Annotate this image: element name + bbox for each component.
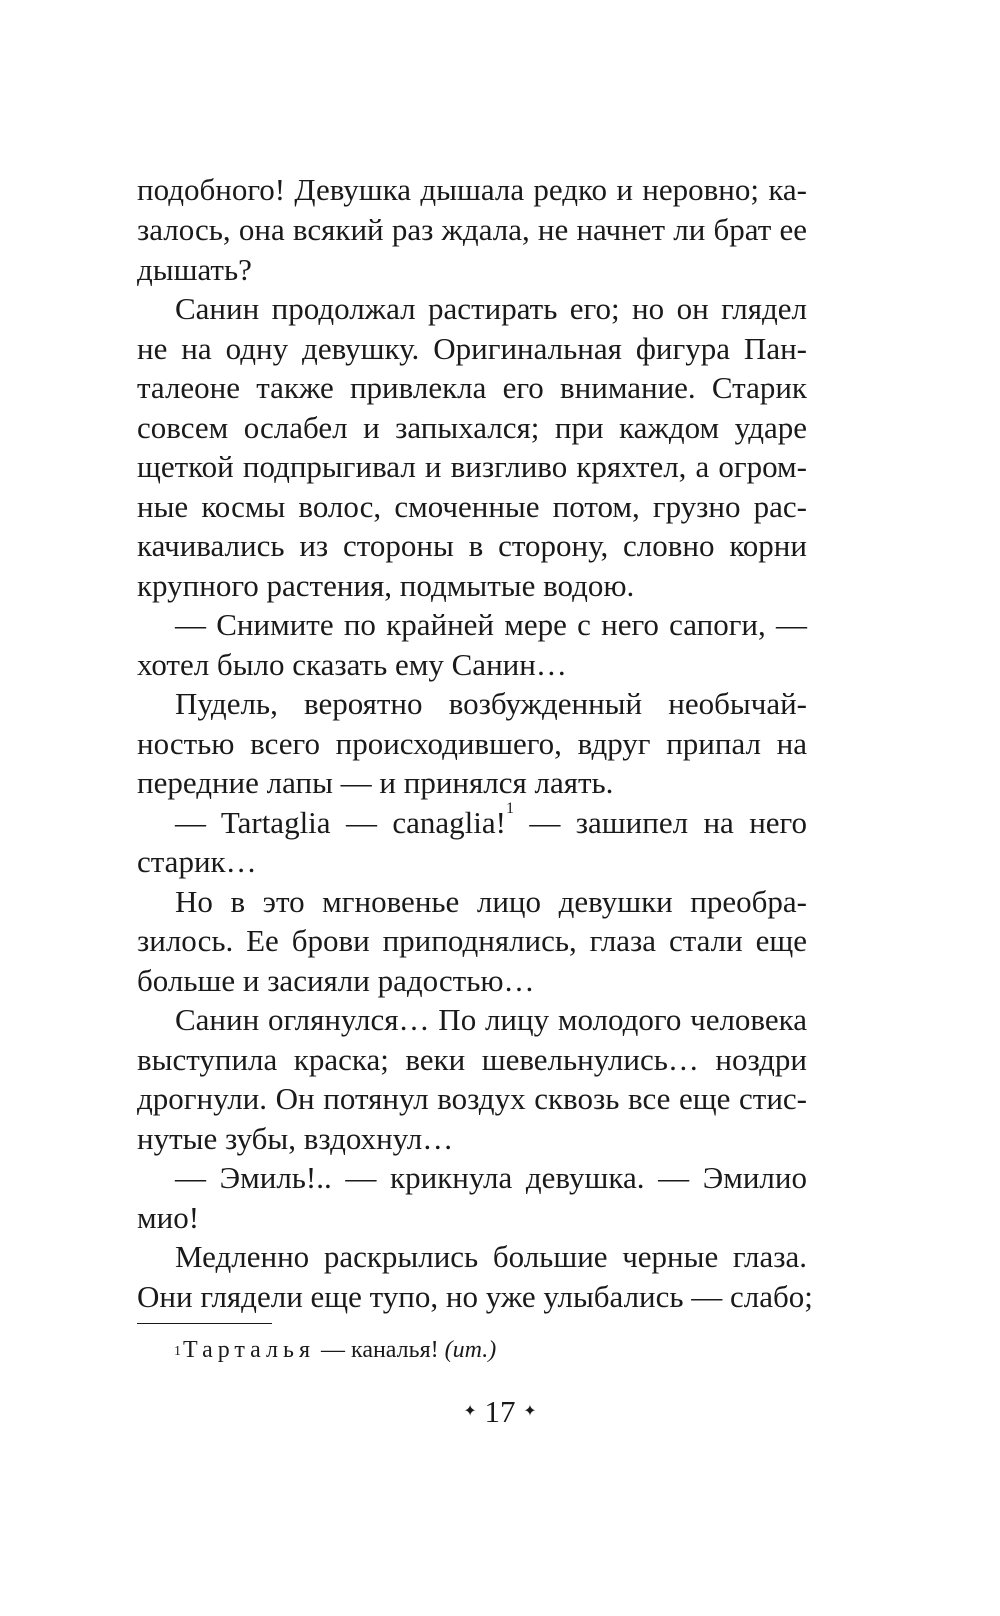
footnote-term: Тарталья bbox=[183, 1337, 316, 1363]
text-line: — Снимите по крайней мере с него сапоги, — bbox=[175, 607, 807, 642]
text-line: дышать? bbox=[137, 252, 252, 287]
text-line: не на одну девушку. Оригинальная фигура Пан- bbox=[137, 331, 807, 366]
footnote-language: (ит.) bbox=[444, 1337, 497, 1363]
text-line: Санин оглянулся… По лицу молодого человека bbox=[175, 1002, 807, 1037]
text-line: мио! bbox=[137, 1200, 200, 1235]
text-line: старик… bbox=[137, 844, 257, 879]
footnote-translation: — каналья! bbox=[315, 1337, 445, 1363]
text-line: — Эмиль!.. — крикнула девушка. — Эмилио bbox=[175, 1160, 807, 1195]
text-line: передние лапы — и принялся лаять. bbox=[137, 765, 614, 800]
text-line: ностью всего происходившего, вдруг припал на bbox=[137, 726, 807, 761]
text-line: Но в это мгновенье лицо девушки преобра- bbox=[175, 884, 807, 919]
footnote-reference: 1 bbox=[505, 800, 514, 817]
text-line: больше и засияли радостью… bbox=[137, 963, 535, 998]
text-line: талеоне также привлекла его внимание. Старик bbox=[137, 370, 807, 405]
text-line: ные космы волос, смоченные потом, грузно рас- bbox=[137, 489, 807, 524]
text-line: нутые зубы, вздохнул… bbox=[137, 1121, 454, 1156]
text-line: Пудель, вероятно возбужденный необычай- bbox=[175, 686, 807, 721]
text-line: Санин продолжал растирать его; но он глядел bbox=[175, 291, 807, 326]
text-line: Медленно раскрылись большие черные глаза. bbox=[175, 1239, 807, 1274]
footnote-number: 1 bbox=[174, 1344, 181, 1359]
text-segment: — Tartaglia — canaglia! bbox=[175, 805, 506, 840]
text-line: хотел было сказать ему Санин… bbox=[137, 647, 567, 682]
ornament-right-icon: ✦ bbox=[523, 1402, 537, 1420]
text-line: дрогнули. Он потянул воздух сквозь все еще стис- bbox=[137, 1081, 807, 1116]
text-line: совсем ослабел и запыхался; при каждом ударе bbox=[137, 410, 807, 445]
text-segment: — зашипел на него bbox=[529, 805, 807, 840]
page-number: 17 bbox=[484, 1394, 516, 1429]
text-line: выступила краска; веки шевельнулись… ноздри bbox=[137, 1042, 807, 1077]
text-line: залось, она всякий раз ждала, не начнет ли брат ее bbox=[137, 212, 807, 247]
text-line bbox=[137, 800, 807, 843]
footnote-divider bbox=[137, 1323, 272, 1324]
footnote bbox=[174, 1334, 496, 1366]
text-line: зилось. Ее брови приподнялись, глаза стали еще bbox=[137, 923, 807, 958]
text-line: крупного растения, подмытые водою. bbox=[137, 568, 635, 603]
ornament-left-icon: ✦ bbox=[463, 1402, 477, 1420]
text-line: щеткой подпрыгивал и визгливо кряхтел, а огром- bbox=[137, 449, 807, 484]
text-line: качивались из стороны в сторону, словно корни bbox=[137, 528, 807, 563]
text-line: подобного! Девушка дышала редко и неровно; ка- bbox=[137, 172, 807, 207]
page-number-footer bbox=[0, 1392, 1000, 1435]
text-line: Они глядели еще тупо, но уже улыбались — слабо; bbox=[137, 1279, 813, 1314]
